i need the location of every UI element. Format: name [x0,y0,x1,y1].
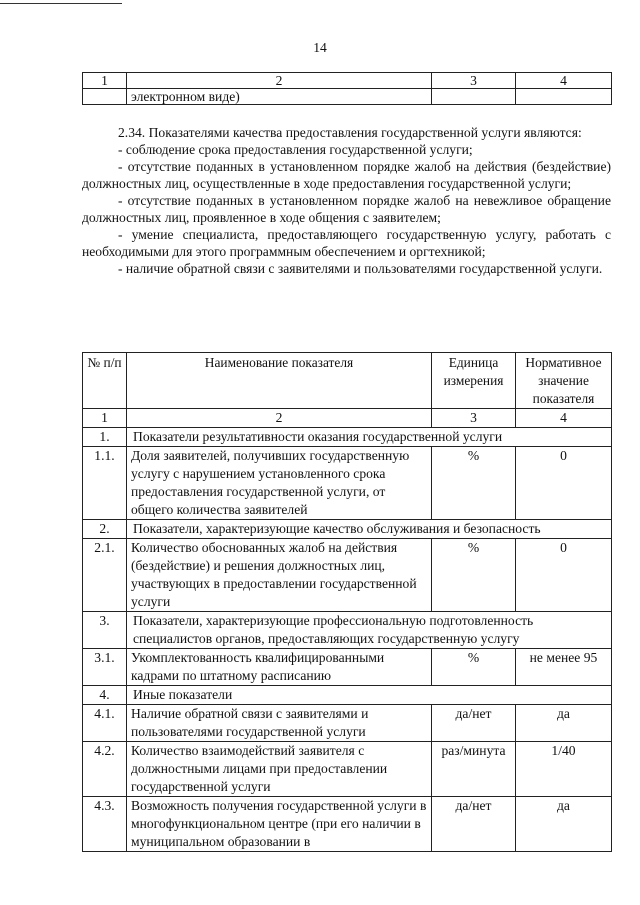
header-rule [0,3,122,4]
row-num: 4.3. [83,797,127,852]
group-row [83,686,612,705]
table-cell: 3 [432,73,516,89]
bullet-item: - отсутствие поданных в установленном порядке жалоб на невежливое обращение должностных лиц, проявленное в ходе общения с заявителем; [82,192,611,225]
row-name: Количество взаимодействий заявителя с должностными лицами при предоставлении государственной услуги [127,742,432,797]
group-title: Показатели, характеризующие профессиональную подготовленность специалистов органов, предоставляющих государственную услугу [127,612,612,649]
row-norm: да [516,797,612,852]
table-cell: 4 [516,409,612,428]
row-num: 2.1. [83,539,127,612]
table-cell: 4 [516,73,612,89]
table-cell: 2 [127,73,432,89]
table-header-row [83,73,612,89]
table-row [83,705,612,742]
table-cell [83,89,127,105]
table-cell: 2 [127,409,432,428]
row-norm: не менее 95 [516,649,612,686]
numbering-row [83,409,612,428]
row-unit: % [432,649,516,686]
row-norm: да [516,705,612,742]
table-cell: электронном виде) [127,89,432,105]
group-title: Показатели, характеризующие качество обслуживания и безопасность [127,520,612,539]
table-row [83,539,612,612]
row-unit: да/нет [432,797,516,852]
row-unit: % [432,447,516,520]
row-unit: раз/минута [432,742,516,797]
header-unit: Единица измерения [432,353,516,409]
table-row [83,742,612,797]
group-title: Иные показатели [127,686,612,705]
table-cell [432,89,516,105]
table-row [83,89,612,105]
row-name: Укомплектованность квалифицированными кадрами по штатному расписанию [127,649,432,686]
table-cell: 3 [432,409,516,428]
section-intro: 2.34. Показателями качества предоставления государственной услуги являются: [118,125,582,140]
row-unit: % [432,539,516,612]
row-norm: 0 [516,447,612,520]
row-name: Возможность получения государственной услуги в многофункциональном центре (при его наличии в муниципальном образовании в [127,797,432,852]
group-row [83,520,612,539]
continued-table [82,72,612,105]
table-row [83,797,612,852]
row-unit: да/нет [432,705,516,742]
group-title: Показатели результативности оказания государственной услуги [127,428,612,447]
group-row [83,428,612,447]
row-norm: 0 [516,539,612,612]
row-num: 1. [83,428,127,447]
table-cell: 1 [83,73,127,89]
header-num: № п/п [83,353,127,409]
row-num: 4.2. [83,742,127,797]
row-num: 4. [83,686,127,705]
row-norm: 1/40 [516,742,612,797]
row-num: 4.1. [83,705,127,742]
row-num: 1.1. [83,447,127,520]
bullet-item: - наличие обратной связи с заявителями и пользователями государственной услуги. [118,260,603,276]
header-norm: Нормативное значение показателя [516,353,612,409]
group-row [83,612,612,649]
indicators-table [82,352,612,852]
bullet-item: - умение специалиста, предоставляющего государственную услугу, работать с необходимыми для этого программным обеспечением и оргтехникой; [82,226,611,259]
section-2-34 [82,125,611,278]
row-num: 3. [83,612,127,649]
page-number: 14 [313,40,327,55]
table-cell: 1 [83,409,127,428]
table-cell [516,89,612,105]
table-row [83,649,612,686]
table-row [83,447,612,520]
row-name: Доля заявителей, получивших государственную услугу с нарушением установленного срока предоставления государственной услуги, от общего количества заявителей [127,447,432,520]
table-header-row [83,353,612,409]
bullet-item: - отсутствие поданных в установленном порядке жалоб на действия (бездействие) должностных лиц, осуществленные в ходе предоставления государственной услуги; [82,158,611,191]
header-name: Наименование показателя [127,353,432,409]
bullet-item: - соблюдение срока предоставления государственной услуги; [118,141,473,157]
row-num: 3.1. [83,649,127,686]
row-name: Наличие обратной связи с заявителями и пользователями государственной услуги [127,705,432,742]
row-num: 2. [83,520,127,539]
row-name: Количество обоснованных жалоб на действия (бездействие) и решения должностных лиц, участвующих в предоставлении государственной услуги [127,539,432,612]
